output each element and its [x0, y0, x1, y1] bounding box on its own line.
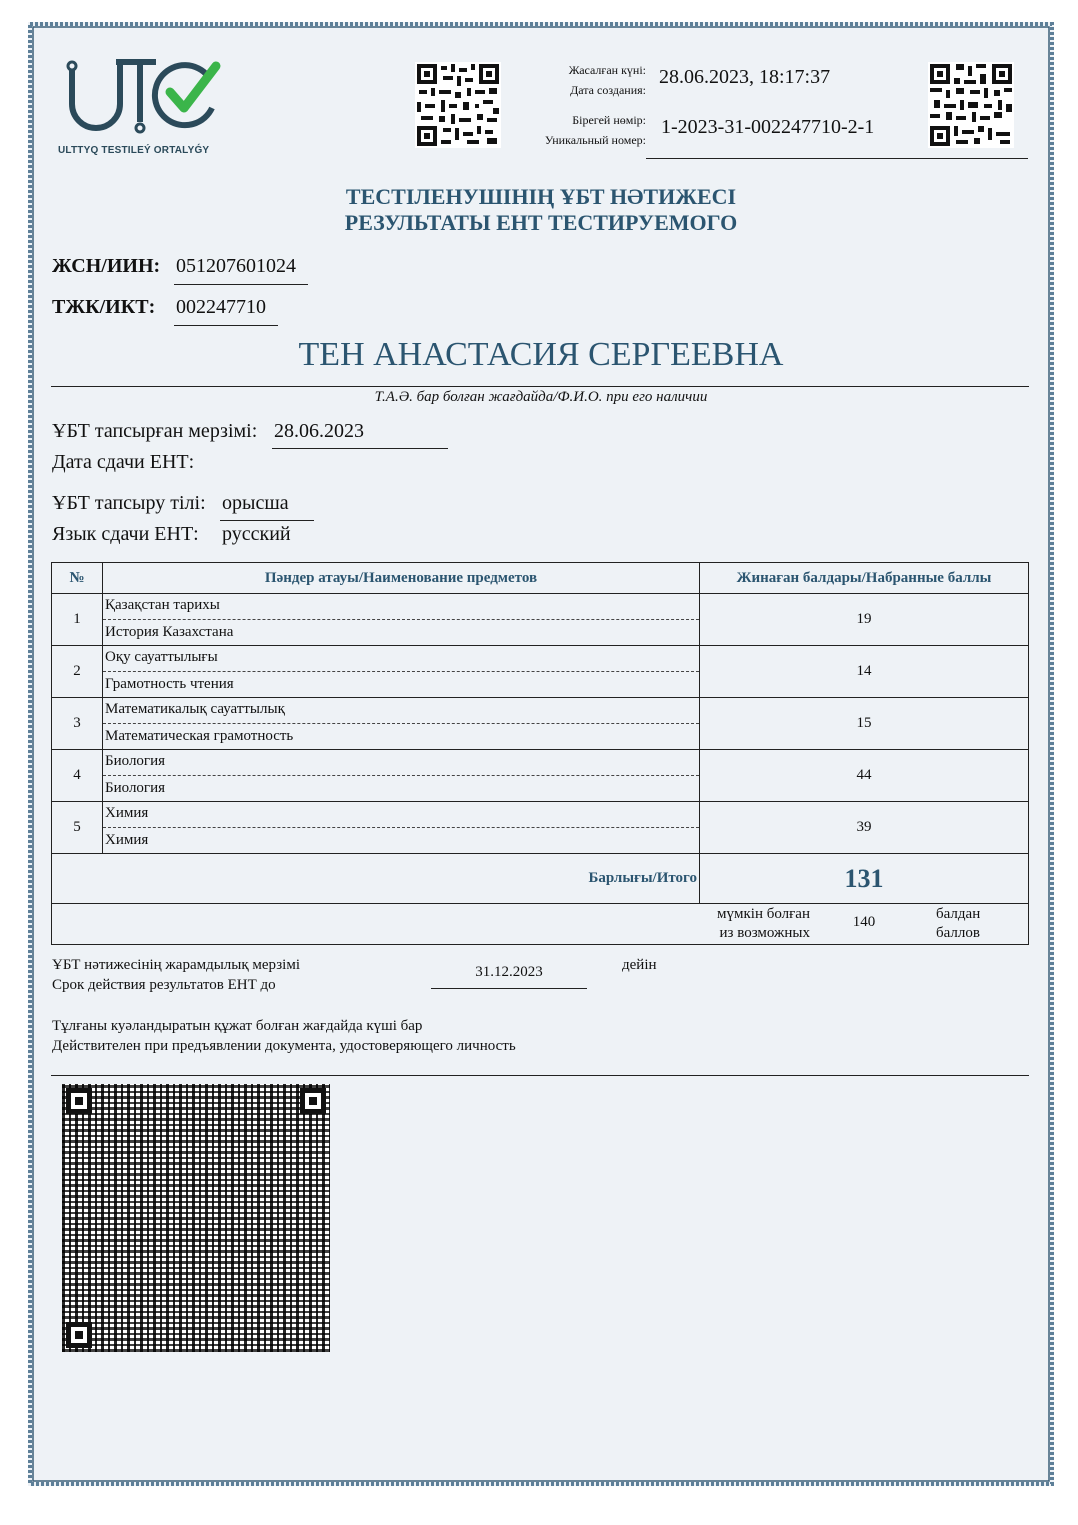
subject-kz: Химия: [103, 802, 699, 828]
title-kz: ТЕСТІЛЕНУШІНІҢ ҰБТ НӘТИЖЕСІ: [345, 184, 737, 209]
qr-code-large: [62, 1084, 330, 1352]
ikt-label: ТЖК/ИКТ:: [52, 296, 156, 318]
table-row: [52, 594, 1029, 646]
possible-label-ru: из возможных: [719, 925, 810, 941]
subject-kz: Биология: [103, 750, 699, 776]
subject-ru: Химия: [105, 832, 149, 848]
exam-date-label-ru: Дата сдачи ЕНТ:: [52, 451, 195, 473]
logo-text: ULTTYQ TESTILEÝ ORTALYǴY: [58, 145, 210, 156]
row-num: 4: [52, 750, 103, 802]
subject-score: 19: [700, 594, 1029, 646]
exam-lang-label-ru: Язык сдачи ЕНТ:: [52, 523, 199, 545]
iin-label: ЖСН/ИИН:: [52, 255, 161, 277]
possible-label-kz: мүмкін болған: [717, 906, 810, 922]
qr-code-small-left: [415, 62, 501, 148]
name-caption: Т.А.Ә. бар болған жағдайда/Ф.И.О. при его наличии: [374, 389, 708, 405]
subject-kz: Математикалық сауаттылық: [103, 698, 699, 724]
notice-kz: Тұлғаны куәландыратын құжат болған жағдайда күші бар: [52, 1018, 423, 1034]
row-num: 1: [52, 594, 103, 646]
points-label-kz: балдан: [936, 906, 981, 922]
unique-label-kz: Бірегей нөмір:: [572, 113, 646, 127]
subject-score: 39: [700, 802, 1029, 854]
table-row: [52, 646, 1029, 698]
col-score-header: Жинаған балдары/Набранные баллы: [700, 563, 1029, 594]
total-value: 131: [700, 854, 1029, 904]
exam-lang-value-kz: орысша: [222, 492, 289, 514]
unique-label-ru: Уникальный номер:: [544, 133, 646, 147]
possible-value: 140: [852, 914, 876, 930]
subject-ru: Грамотность чтения: [105, 676, 234, 692]
exam-lang-value-ru: русский: [222, 523, 291, 545]
table-row: [52, 750, 1029, 802]
unique-number-value: 1-2023-31-002247710-2-1: [661, 116, 875, 138]
subject-kz: Оқу сауаттылығы: [103, 646, 699, 672]
subject-ru: История Казахстана: [105, 624, 234, 640]
created-label-kz: Жасалған күні:: [568, 63, 646, 77]
points-label-ru: баллов: [936, 925, 980, 941]
utc-logo: [58, 56, 238, 156]
subject-score: 15: [700, 698, 1029, 750]
created-label-ru: Дата создания:: [570, 83, 646, 97]
certificate-page: [28, 22, 1054, 1486]
ikt-value: 002247710: [176, 296, 266, 318]
table-header-row: [52, 563, 1029, 594]
subject-score: 44: [700, 750, 1029, 802]
possible-row: [52, 904, 1029, 945]
validity-suffix: дейін: [622, 957, 657, 973]
row-num: 2: [52, 646, 103, 698]
iin-value: 051207601024: [176, 255, 296, 277]
title-ru: РЕЗУЛЬТАТЫ ЕНТ ТЕСТИРУЕМОГО: [344, 210, 738, 235]
row-num: 5: [52, 802, 103, 854]
subject-ru: Биология: [105, 780, 166, 796]
subject-score: 14: [700, 646, 1029, 698]
col-num-header: №: [52, 563, 103, 594]
logo-graphic: [58, 56, 238, 136]
row-num: 3: [52, 698, 103, 750]
subject-ru: Математическая грамотность: [105, 728, 294, 744]
validity-value: 31.12.2023: [475, 964, 543, 980]
exam-date-label-kz: ҰБТ тапсырған мерзімі:: [52, 420, 258, 442]
validity-label-ru: Срок действия результатов ЕНТ до: [52, 977, 276, 993]
full-name: ТЕН АНАСТАСИЯ СЕРГЕЕВНА: [298, 336, 784, 373]
validity-label-kz: ҰБТ нәтижесінің жарамдылық мерзімі: [52, 957, 300, 973]
total-row: [52, 854, 1029, 904]
table-row: [52, 698, 1029, 750]
table-row: [52, 802, 1029, 854]
col-subject-header: Пәндер атауы/Наименование предметов: [103, 563, 700, 594]
exam-date-value: 28.06.2023: [274, 420, 364, 442]
subject-kz: Қазақстан тарихы: [103, 594, 699, 620]
results-table: [51, 562, 1029, 945]
exam-lang-label-kz: ҰБТ тапсыру тілі:: [52, 492, 206, 514]
total-label: Барлығы/Итого: [52, 854, 700, 904]
created-value: 28.06.2023, 18:17:37: [659, 66, 831, 88]
notice-ru: Действителен при предъявлении документа, удостоверяющего личность: [52, 1038, 516, 1054]
qr-code-small-right: [928, 62, 1014, 148]
